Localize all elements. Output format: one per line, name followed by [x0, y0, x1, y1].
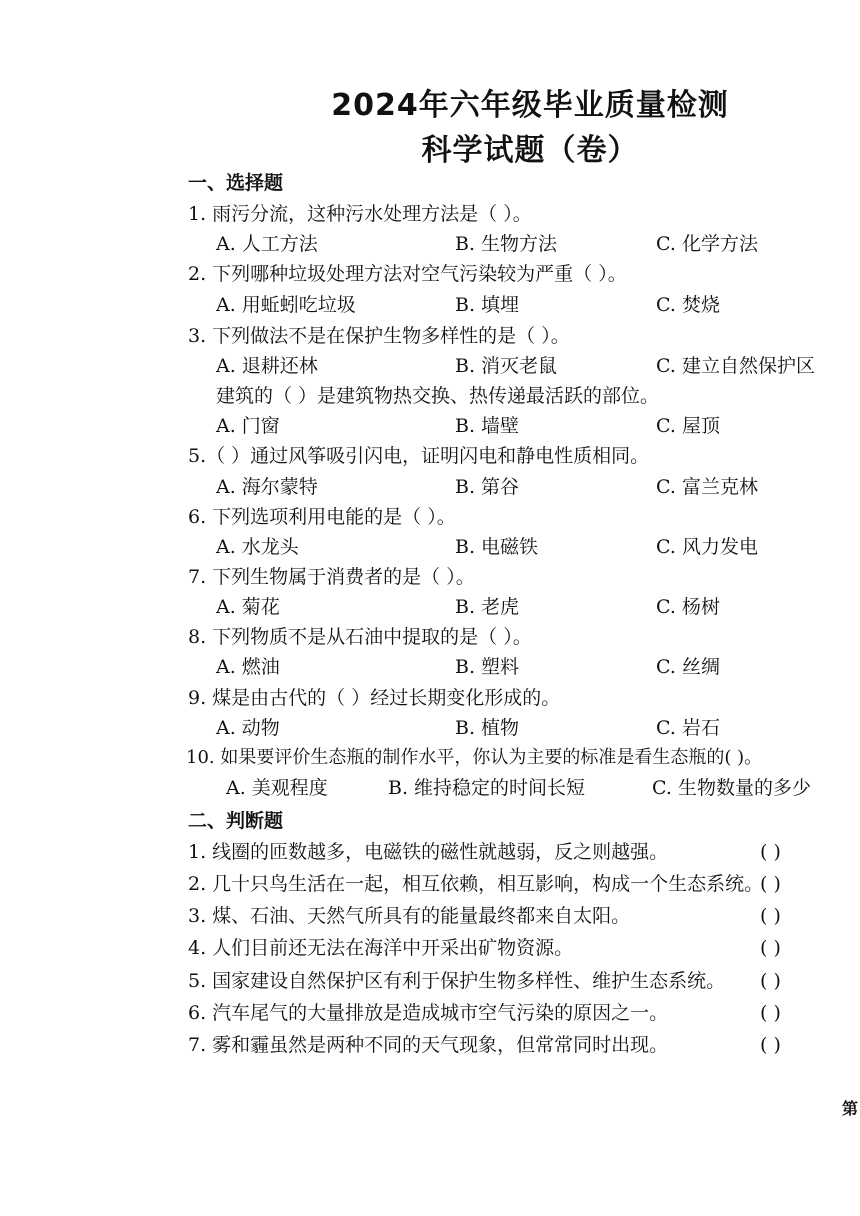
statement-text: 7. 雾和霾虽然是两种不同的天气现象，但常常同时出现。	[188, 1034, 669, 1056]
option-a: A. 燃油	[216, 656, 280, 678]
option-a: A. 人工方法	[216, 233, 318, 255]
question-text: 3. 下列做法不是在保护生物多样性的是（ ）。	[188, 325, 570, 347]
option-c: C. 化学方法	[656, 233, 758, 255]
question-text: 5.（ ）通过风筝吸引闪电，证明闪电和静电性质相同。	[188, 445, 650, 467]
option-c: C. 建立自然保护区	[656, 355, 815, 377]
question-text: 6. 下列选项利用电能的是（ ）。	[188, 506, 456, 528]
option-b: B. 塑料	[455, 656, 520, 678]
page-number-footer: 第	[841, 1099, 858, 1118]
question-text: 8. 下列物质不是从石油中提取的是（ ）。	[188, 626, 532, 648]
option-b: B. 墙壁	[455, 415, 520, 437]
answer-parentheses: ( )	[760, 873, 781, 895]
option-c: C. 焚烧	[656, 294, 720, 316]
question-text: 7. 下列生物属于消费者的是（ ）。	[188, 566, 475, 588]
option-c: C. 生物数量的多少	[652, 777, 811, 799]
question-text: 2. 下列哪种垃圾处理方法对空气污染较为严重（ ）。	[188, 263, 627, 285]
question-text: 10. 如果要评价生态瓶的制作水平，你认为主要的标准是看生态瓶的( )。	[186, 747, 763, 768]
answer-parentheses: ( )	[760, 841, 781, 863]
question-text: 建筑的（ ）是建筑物热交换、热传递最活跃的部位。	[216, 385, 660, 407]
option-b: B. 电磁铁	[455, 536, 539, 558]
option-b: B. 填埋	[455, 294, 520, 316]
option-b: B. 植物	[455, 717, 520, 739]
statement-text: 2. 几十只鸟生活在一起，相互依赖，相互影响，构成一个生态系统。	[188, 873, 764, 895]
option-a: A. 退耕还林	[216, 355, 318, 377]
answer-parentheses: ( )	[760, 905, 781, 927]
page-title: 2024年六年级毕业质量检测	[331, 88, 729, 123]
option-b: B. 老虎	[455, 596, 520, 618]
answer-parentheses: ( )	[760, 1002, 781, 1024]
option-b: B. 第谷	[455, 476, 520, 498]
option-a: A. 动物	[216, 717, 280, 739]
option-c: C. 风力发电	[656, 536, 758, 558]
option-a: A. 用蚯蚓吃垃圾	[216, 294, 356, 316]
statement-text: 3. 煤、石油、天然气所具有的能量最终都来自太阳。	[188, 905, 631, 927]
page-subtitle: 科学试题（卷）	[421, 133, 639, 168]
question-text: 1. 雨污分流，这种污水处理方法是（ ）。	[188, 203, 532, 225]
answer-parentheses: ( )	[760, 1034, 781, 1056]
answer-parentheses: ( )	[760, 937, 781, 959]
option-a: A. 菊花	[216, 596, 280, 618]
option-c: C. 屋顶	[656, 415, 720, 437]
option-a: A. 美观程度	[226, 777, 328, 799]
statement-text: 1. 线圈的匝数越多，电磁铁的磁性就越弱，反之则越强。	[188, 841, 669, 863]
option-c: C. 富兰克林	[656, 476, 758, 498]
option-c: C. 杨树	[656, 596, 720, 618]
statement-text: 4. 人们目前还无法在海洋中开采出矿物资源。	[188, 937, 574, 959]
statement-text: 6. 汽车尾气的大量排放是造成城市空气污染的原因之一。	[188, 1002, 669, 1024]
section-heading-choice: 一、选择题	[188, 172, 284, 194]
option-c: C. 丝绸	[656, 656, 720, 678]
option-b: B. 消灭老鼠	[455, 355, 558, 377]
option-b: B. 生物方法	[455, 233, 558, 255]
option-c: C. 岩石	[656, 717, 720, 739]
option-a: A. 门窗	[216, 415, 280, 437]
option-a: A. 水龙头	[216, 536, 299, 558]
option-a: A. 海尔蒙特	[216, 476, 318, 498]
section-heading-judgement: 二、判断题	[188, 810, 284, 832]
option-b: B. 维持稳定的时间长短	[388, 777, 586, 799]
question-text: 9. 煤是由古代的（ ）经过长期变化形成的。	[188, 687, 561, 709]
answer-parentheses: ( )	[760, 970, 781, 992]
statement-text: 5. 国家建设自然保护区有利于保护生物多样性、维护生态系统。	[188, 970, 726, 992]
